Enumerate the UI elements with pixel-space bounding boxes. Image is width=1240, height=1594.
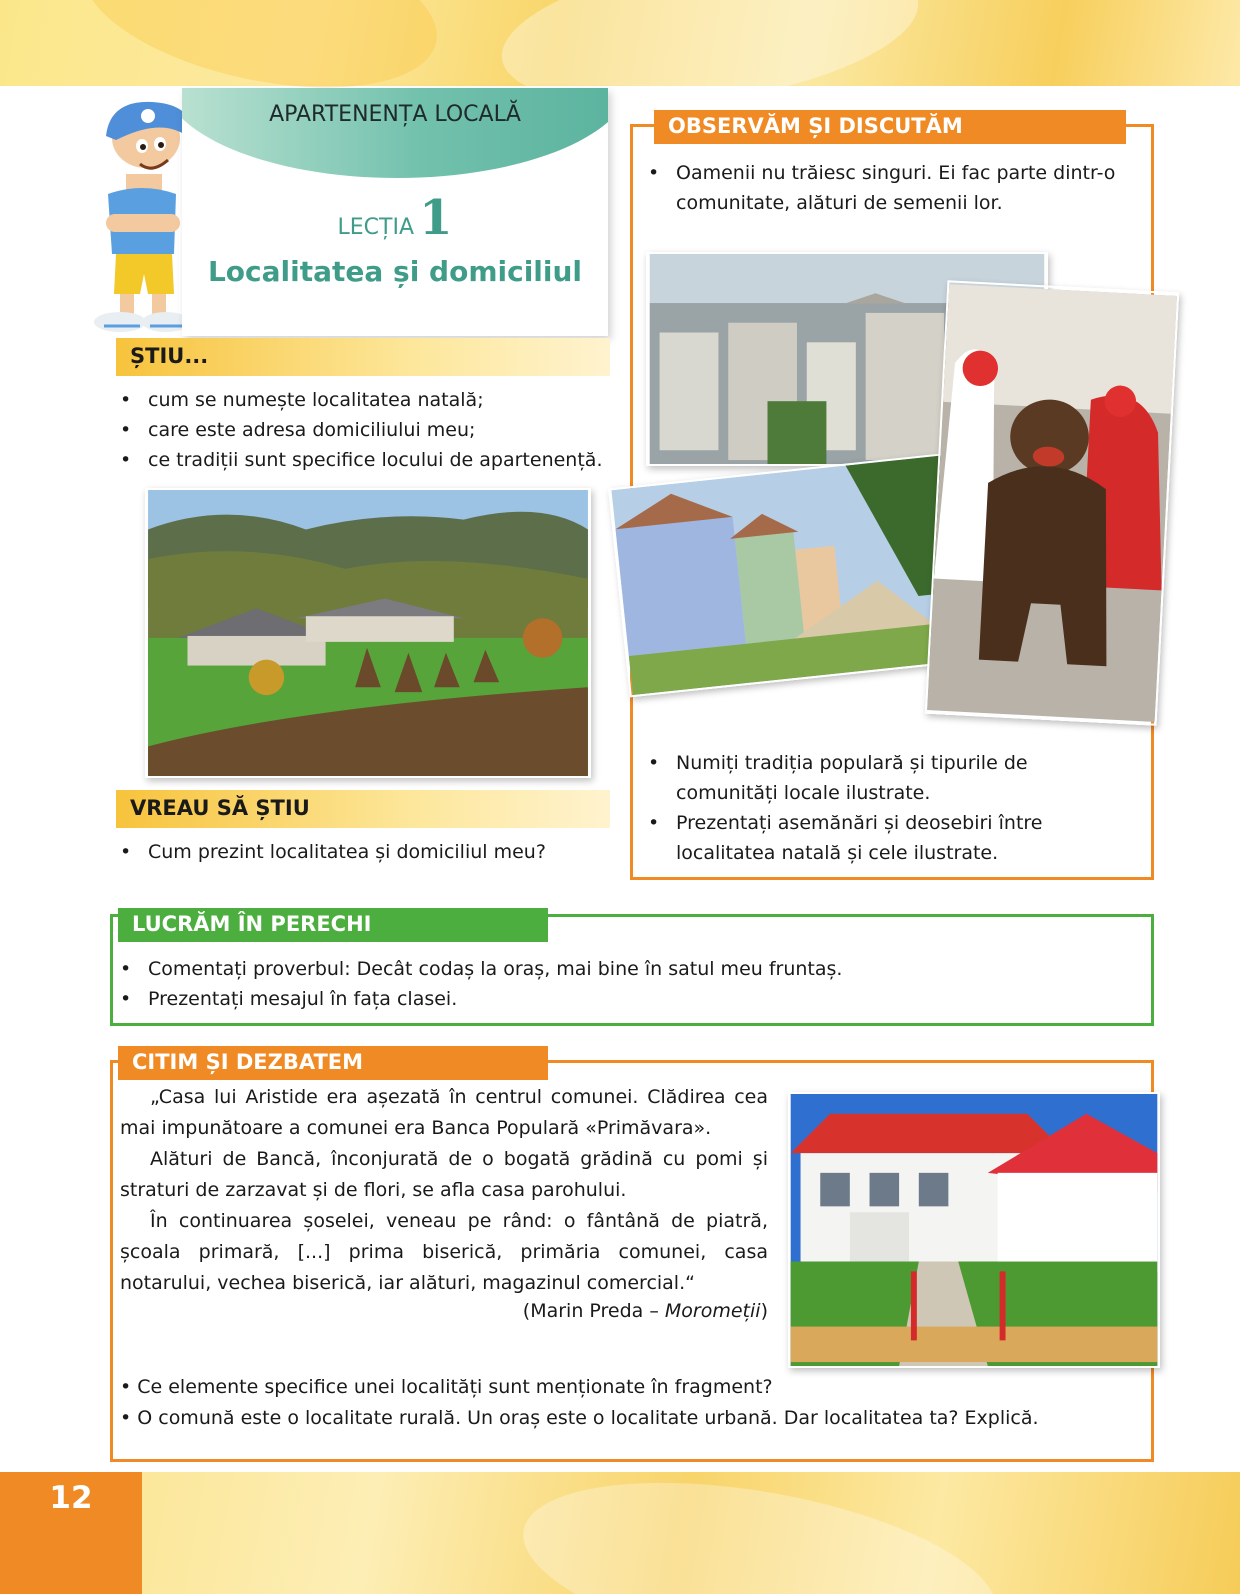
citim-heading-bar [118,1046,548,1080]
quote-source [420,1300,768,1322]
stiu-heading: ȘTIU... [130,344,209,368]
page-number: 12 [49,1480,93,1516]
vreau-heading: VREAU SĂ ȘTIU [130,796,310,820]
perechi-heading-bar [118,908,548,942]
intro-line: comunitate, alături de semenii lor. [676,192,1003,214]
intro-line: • Oamenii nu trăiesc singuri. Ei fac parte dintr-o [676,162,1116,184]
list-item [642,808,1042,868]
village-photo [145,488,591,778]
unit-title: APARTENENȚA LOCALĂ [269,102,521,127]
source-title: Moromeții [664,1300,761,1322]
observam-questions [642,748,1042,868]
source-author: (Marin Preda – [522,1300,665,1322]
citim-heading: CITIM ȘI DEZBATEM [132,1050,364,1074]
quote-paragraph: „Casa lui Aristide era așezată în centrul comunei. Clădirea cea mai impunătoare a comunei era Banca Populară «Primăvara». [120,1086,768,1139]
question-line: • Numiți tradiția populară și tipurile de [676,752,1028,774]
observam-heading: OBSERVĂM ȘI DISCUTĂM [668,114,963,138]
perechi-heading: LUCRĂM ÎN PERECHI [132,912,372,936]
list-item: • Cum prezint localitatea și domiciliul meu? [114,837,546,867]
vreau-heading-bar [116,790,610,828]
lesson-word: LECȚIA [337,215,414,240]
list-item: • ce tradiții sunt specifice locului de apartenență. [114,445,602,475]
bottom-decorative-band [0,1472,1240,1594]
list-item: • care este adresa domiciliului meu; [114,415,602,445]
school-building-photo [788,1092,1160,1368]
stiu-list [114,385,602,475]
vreau-list [114,837,546,867]
quote-paragraph: Alături de Bancă, înconjurată de o bogată grădină cu pomi și straturi de zarzavat și de flori, se afla casa parohului. [120,1148,768,1201]
lesson-number: 1 [419,190,453,246]
question-line: • O comună este o localitate rurală. Un oraș este o localitate urbană. Dar localitatea ta? Explică. [120,1407,1039,1429]
list-item [642,748,1042,808]
question-line: localitatea natală și cele ilustrate. [676,842,999,864]
top-decorative-band [0,0,1240,86]
question-line: • Ce elemente specifice unei localități sunt menționate în fragment? [120,1376,773,1398]
list-item [642,158,1115,218]
list-item: • Prezentați mesajul în fața clasei. [114,984,842,1014]
observam-heading-bar [654,110,1126,144]
stiu-heading-bar [116,338,610,376]
perechi-list [114,954,842,1014]
list-item: • cum se numește localitatea natală; [114,385,602,415]
bear-dance-tradition-photo [925,280,1179,726]
list-item: • Comentați proverbul: Decât codaș la oraș, mai bine în satul meu fruntaș. [114,954,842,984]
quote-paragraph: În continuarea șoselei, veneau pe rând: o fântână de piatră, școala primară, [...] prima biserică, primăria comunei, casa notarului, vechea biserică, iar alături, magazinul comercial.“ [120,1210,768,1294]
question-line: • Prezentați asemănări și deosebiri între [676,812,1043,834]
question-line: comunități locale ilustrate. [676,782,931,804]
quote-text [120,1082,768,1299]
lesson-label [182,190,608,246]
lesson-title: Localitatea și domiciliul [207,255,583,288]
village-street-photo [608,453,972,698]
observam-intro [642,158,1115,218]
source-close: ) [760,1300,768,1322]
citim-questions [120,1372,1039,1434]
lesson-title-panel [182,88,608,336]
